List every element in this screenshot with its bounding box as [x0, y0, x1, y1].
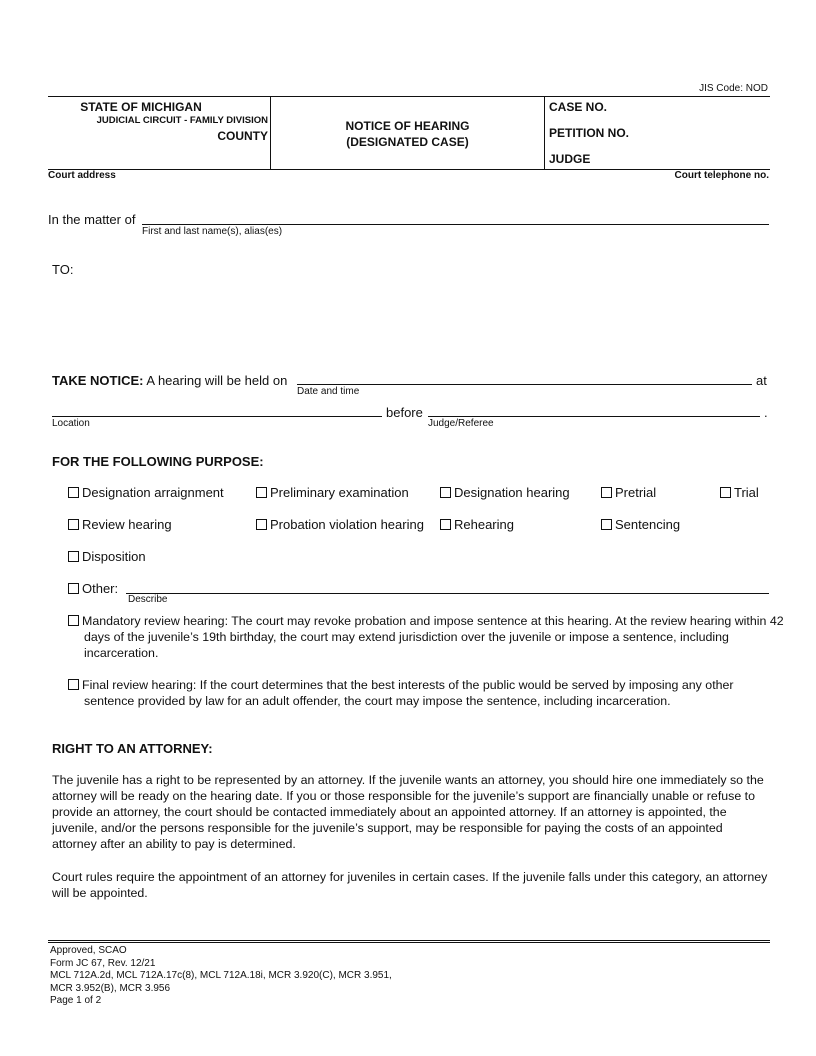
footer-authority-1: MCL 712A.2d, MCL 712A.17c(8), MCL 712A.18i, MCR 3.920(C), MCR 3.951, [50, 970, 392, 981]
matter-label: In the matter of [48, 212, 136, 227]
take-notice-bold: TAKE NOTICE: [52, 373, 144, 388]
circuit-label: JUDICIAL CIRCUIT - FAMILY DIVISION [96, 115, 268, 126]
checkbox[interactable] [68, 551, 79, 562]
judge-referee-caption: Judge/Referee [428, 418, 494, 429]
at-label: at [756, 373, 767, 388]
case-no-label: CASE NO. [549, 100, 608, 114]
checkbox[interactable] [68, 487, 79, 498]
footer-rule-top [48, 940, 770, 941]
title-cell [271, 97, 545, 169]
other-describe-line[interactable] [126, 593, 769, 594]
option-rehearing[interactable]: Rehearing [440, 517, 514, 532]
court-cell [48, 97, 271, 169]
footer-info [50, 945, 392, 1008]
option-review-hearing[interactable]: Review hearing [68, 517, 172, 532]
attorney-paragraph-2: Court rules require the appointment of an attorney for juveniles in certain cases. If the juvenile falls under this category, an attorney will be appointed. [52, 870, 768, 900]
date-time-line[interactable] [297, 384, 752, 385]
checkbox[interactable] [440, 487, 451, 498]
to-label: TO: [52, 262, 74, 277]
checkbox[interactable] [68, 583, 79, 594]
option-disposition[interactable]: Disposition [68, 549, 146, 564]
footer-approved: Approved, SCAO [50, 945, 127, 956]
attorney-paragraph-1: The juvenile has a right to be represented by an attorney. If the juvenile wants an attorney, you should hire one immediately so the attorney will be ready on the hearing date. If you or those responsible for the juvenile’s support are financially unable or refuse to provide an attorney, the court should be contacted immediately about an appointed attorney. If an attorney is appointed, the juvenile, and/or the persons responsible for the juvenile’s support, may be responsible for paying the costs of an appointed attorney after an ability to pay is determined. [52, 773, 764, 851]
option-trial[interactable]: Trial [720, 485, 759, 500]
form-title-line1: NOTICE OF HEARING [345, 119, 470, 133]
jis-code: JIS Code: NOD [699, 83, 768, 94]
purpose-heading: FOR THE FOLLOWING PURPOSE: [52, 454, 264, 469]
checkbox[interactable] [68, 519, 79, 530]
checkbox[interactable] [256, 519, 267, 530]
checkbox[interactable] [601, 487, 612, 498]
county-label: COUNTY [217, 129, 268, 143]
judge-referee-line[interactable] [428, 416, 760, 417]
state-name: STATE OF MICHIGAN [80, 100, 202, 114]
checkbox[interactable] [720, 487, 731, 498]
describe-caption: Describe [128, 594, 168, 605]
period-mark: . [764, 405, 768, 420]
court-address-label: Court address [48, 170, 116, 181]
caption-header [48, 96, 770, 170]
footer-page-number: Page 1 of 2 [50, 995, 102, 1006]
petition-no-label: PETITION NO. [549, 126, 630, 140]
option-final-review[interactable] [68, 677, 786, 709]
footer-form-number: Form JC 67, Rev. 12/21 [50, 957, 156, 969]
matter-name-line[interactable] [142, 224, 769, 225]
option-preliminary-examination[interactable]: Preliminary examination [256, 485, 409, 500]
checkbox[interactable] [68, 679, 79, 690]
before-label: before [386, 405, 423, 420]
location-caption: Location [52, 418, 90, 429]
attorney-heading: RIGHT TO AN ATTORNEY: [52, 741, 213, 756]
checkbox[interactable] [256, 487, 267, 498]
option-designation-hearing[interactable]: Designation hearing [440, 485, 570, 500]
case-info-cell [545, 97, 770, 169]
option-other[interactable]: Other: [68, 581, 118, 596]
option-sentencing[interactable]: Sentencing [601, 517, 680, 532]
option-mandatory-review[interactable] [68, 613, 786, 661]
footer-rule-bottom [48, 942, 770, 943]
checkbox[interactable] [601, 519, 612, 530]
checkbox[interactable] [68, 615, 79, 626]
option-designation-arraignment[interactable]: Designation arraignment [68, 485, 224, 500]
final-review-text: Final review hearing: If the court determines that the best interests of the public would be served by imposing any other sentence provided by law for an adult offender, the court may impose the sentence, including incarceration. [82, 678, 734, 708]
court-telephone-label: Court telephone no. [674, 170, 769, 181]
take-notice-sentence: A hearing will be held on [146, 373, 288, 388]
take-notice-text [52, 373, 287, 388]
matter-name-caption: First and last name(s), alias(es) [142, 226, 283, 237]
option-pretrial[interactable]: Pretrial [601, 485, 656, 500]
footer-authority-2: MCR 3.952(B), MCR 3.956 [50, 982, 171, 994]
mandatory-review-text: Mandatory review hearing: The court may revoke probation and impose sentence at this hearing. At the review hearing within 42 days of the juvenile’s 19th birthday, the court may extend jurisdiction over the juvenile or impose a sentence, including incarceration. [82, 614, 784, 660]
option-probation-violation-hearing[interactable]: Probation violation hearing [256, 517, 424, 532]
date-time-caption: Date and time [297, 386, 360, 397]
form-title-line2: (DESIGNATED CASE) [346, 135, 469, 149]
checkbox[interactable] [440, 519, 451, 530]
location-line[interactable] [52, 416, 382, 417]
judge-label: JUDGE [549, 152, 591, 166]
